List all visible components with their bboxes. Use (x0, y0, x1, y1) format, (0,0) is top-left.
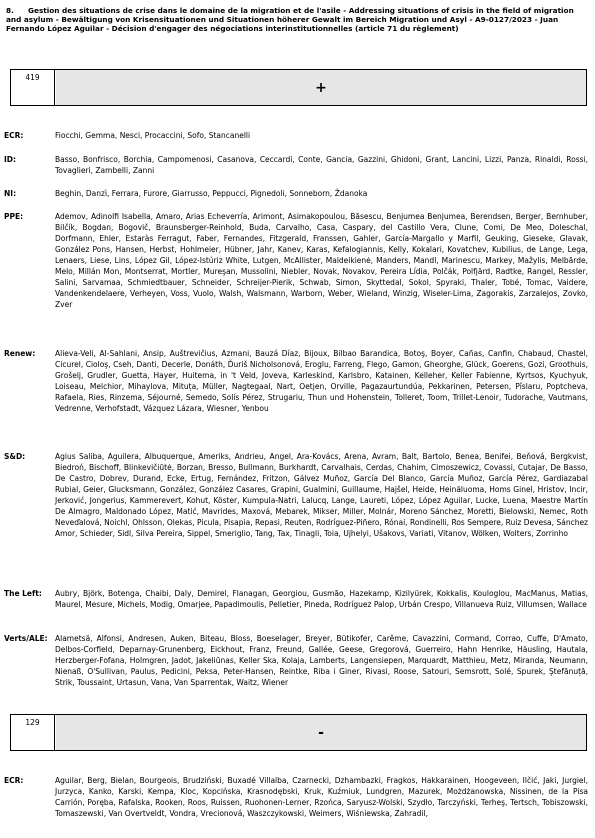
group-label: Verts/ALE: (4, 634, 48, 643)
group-members: Ademov, Adinolfi Isabella, Amaro, Arias Echeverría, Arimont, Asimakopoulou, Băsescu, Benjumea Benjumea, Berendsen, Berger, Bernhuber, Bilčík, Bogdan, Bogovič, Braunsberger-Reinhold, Buda, Carvalho, Casa, Caspary, del Castillo Vera, Clune, Comi, De Meo, Doleschal, Dorfmann, Ehler, Estaràs Ferragut, Faber, Fernandes, Fitzgerald, Franssen, Gahler, García-Margallo y Marfil, Geuking, Gieseke, Glavak, González Pons, Hansen, Herbst, Hohlmeier, Hübner, Jahr, Kanev, Karas, Kefalogiannis, Kelly, Kokalari, Kovatchev, Kubilius, de Lange, Lega, Lenaers, Liese, Lins, López Gil, López-Istúriz White, Lutgen, McAllister, Maldeikienė, Manders, Mandl, Marinescu, Markey, Mažylis, Melbārde, Melo, Millán Mon, Montserrat, Mortler, Mureşan, Mussolini, Niebler, Novak, Novakov, Pereira Lídia, Polčák, Polfjärd, Radtke, Rangel, Ressler, Salini, Sarvamaa, Schmiedtbauer, Schneider, Schreijer-Pierik, Schwab, Simon, Skyttedal, Sokol, Spyraki, Thaler, Tobé, Tomac, Vaidere, Vandenkendelaere, Verheyen, Voss, Vuolo, Walsh, Walsmann, Warborn, Weber, Wieland, Winzig, Wiseler-Lima, Zagorakis, Zarzalejos, Zovko, Zver (55, 212, 588, 309)
for-vote-count: 419 (11, 70, 55, 105)
group-members: Aubry, Björk, Botenga, Chaibi, Daly, Demirel, Flanagan, Georgiou, Gusmão, Hazekamp, Kizilyürek, Kokkalis, Kouloglou, MacManus, Matias, Maurel, Mesure, Michels, Modig, Omarjee, Papadimoulis, Pelletier, Pineda, Rodríguez Palop, Urbán Crespo, Villanueva Ruiz, Villumsen, Wallace (55, 589, 588, 609)
group-members: Agius Saliba, Aguilera, Albuquerque, Ameriks, Andrieu, Angel, Ara-Kovács, Arena, Avram, Balt, Bartolo, Benea, Benifei, Beňová, Bergkvist, Biedroń, Bischoff, Blinkevičiūtė, Borzan, Bresso, Bullmann, Burkhardt, Carvalhais, Cerdas, Chahim, Cimoszewicz, Covassi, Cutajar, De Basso, De Castro, Dobrev, Durand, Ecke, Ertug, Fernández, Fritzon, Gálvez Muñoz, García Del Blanco, García Muñoz, García Pérez, Gardiazabal Rubial, Geier, Glucksmann, González, González Casares, Grapini, Gualmini, Guillaume, Hajšel, Heide, Heinäluoma, Homs Ginel, Hristov, Incir, Jerković, Jongerius, Kammerevert, Kohut, Köster, Kumpula-Natri, Lalucq, Lange, Laureti, López, López Aguilar, Lucke, Luena, Maestre Martín De Almagro, Maldonado López, Matić, Mavrides, Maxová, Mebarek, Mikser, Miller, Molnár, Moreno Sánchez, Moretti, Bielowski, Nemec, Roth Neveďalová, Noichl, Ohlsson, Olekas, Picula, Pisapia, Repasi, Reuten, Rodríguez-Piñero, Rónai, Rondinelli, Ros Sempere, Ruiz Devesa, Sánchez Amor, Schieder, Sidl, Silva Pereira, Sippel, Smeriglio, Tang, Tax, Tinagli, Toia, Ujhelyi, Ušakovs, Variati, Vitanov, Wölken, Wolters, Zorrinho (55, 452, 588, 538)
group-members: Basso, Bonfrisco, Borchia, Campomenosi, Casanova, Ceccardi, Conte, Gancia, Gazzini, Ghidoni, Grant, Lancini, Lizzi, Panza, Rinaldi, Rossi, Tovaglieri, Zambelli, Zanni (55, 155, 588, 175)
against-vote-count: 129 (11, 715, 55, 750)
vote-heading (6, 6, 590, 33)
group-row-sd (4, 451, 588, 539)
group-label: The Left: (4, 589, 42, 598)
against-vote-sign: - (56, 715, 586, 750)
group-label: NI: (4, 189, 17, 198)
group-label: ECR: (4, 131, 24, 140)
group-label: ECR: (4, 776, 24, 785)
for-vote-box (10, 69, 587, 106)
for-vote-sign: + (56, 70, 586, 105)
group-label: Renew: (4, 349, 36, 358)
group-row-ni (4, 188, 588, 199)
group-label: ID: (4, 155, 17, 164)
group-row-ecr-against (4, 775, 588, 819)
group-row-ppe (4, 211, 588, 310)
group-members: Alametsä, Alfonsi, Andresen, Auken, Biteau, Bloss, Boeselager, Breyer, Bütikofer, Carême, Cavazzini, Cormand, Corrao, Cuffe, D'Amato, Delbos-Corfield, Deparnay-Grunenberg, Eickhout, Franz, Freund, Gallée, Geese, Gregorová, Guerreiro, Hahn Henrike, Häusling, Hautala, Herzberger-Fofana, Holmgren, Jadot, Jakeliūnas, Keller Ska, Kolaja, Lamberts, Langensiepen, Marquardt, Matthieu, Metz, Miranda, Neumann, Nienaß, O'Sullivan, Paulus, Pedicini, Peksa, Peter-Hansen, Reintke, Riba i Giner, Rivasi, Roose, Satouri, Semsrott, Solé, Spurek, Ştefănuță, Strik, Toussaint, Urtasun, Vana, Van Sparrentak, Waitz, Wiener (55, 634, 588, 687)
group-row-the-left (4, 588, 588, 610)
against-vote-box (10, 714, 587, 751)
group-row-verts-ale (4, 633, 588, 688)
group-members: Beghin, Danzì, Ferrara, Furore, Giarrusso, Peppucci, Pignedoli, Sonneborn, Ždanoka (55, 189, 368, 198)
vote-title: Gestion des situations de crise dans le domaine de la migration et de l'asile - Addressing situations of crisis in the field of migration and asylum - Bewältigung von Krisensituationen und Situationen höherer Gewalt im Bereich Migration und Asyl - A9-0127/2023 - Juan Fernando López Aguilar - Décision d'engager des négociations interinstitutionnelles (article 71 du règlement) (6, 6, 574, 34)
group-row-id (4, 154, 588, 176)
group-members: Fiocchi, Gemma, Nesci, Procaccini, Sofo, Stancanelli (55, 131, 251, 140)
group-row-ecr-for (4, 130, 588, 141)
vote-number: 8. (6, 6, 14, 15)
group-members: Alieva-Veli, Al-Sahlani, Ansip, Auštrevičius, Azmani, Bauzá Díaz, Bijoux, Bilbao Barandica, Botoş, Boyer, Cañas, Canfin, Chabaud, Chastel, Cicurel, Cioloş, Cseh, Danti, Decerle, Donáth, Ďuriš Nicholsonová, Eroglu, Farreng, Flego, Gamon, Gheorghe, Glück, Goerens, Gozi, Groothuis, Grošelj, Grudler, Guetta, Hayer, Huitema, in 't Veld, Joveva, Karleskind, Karlsbro, Katainen, Kelleher, Keller Fabienne, Kyrtsos, Kyuchyuk, Loiseau, Melchior, Mihaylova, Mituța, Müller, Nagtegaal, Nart, Oetjen, Orville, Pagazaurtundúa, Pekkarinen, Petersen, Pîslaru, Poptcheva, Rafaela, Ries, Rinzema, Séjourné, Semedo, Solís Pérez, Strugariu, Thun und Hohenstein, Tolleret, Toom, Trillet-Lenoir, Tudorache, Vautmans, Vedrenne, Verhofstadt, Vázquez Lázara, Wiesner, Yenbou (55, 349, 588, 413)
group-label: S&D: (4, 452, 26, 461)
group-members: Aguilar, Berg, Bielan, Bourgeois, Brudziński, Buxadé Villalba, Czarnecki, Dzhambazki, Fragkos, Hakkarainen, Hoogeveen, Ilčić, Jaki, Jurgiel, Jurzyca, Kanko, Karski, Kempa, Kloc, Kopcińska, Krasnodębski, Kruk, Kuźmiuk, Lundgren, Mazurek, Możdżanowska, Nissinen, de la Pisa Carrión, Poręba, Rafalska, Rooken, Roos, Ruissen, Ruohonen-Lerner, Rzońca, Saryusz-Wolski, Szydło, Tarczyński, Terheş, Tertsch, Tobiszowski, Tomaszewski, Van Overtveldt, Vondra, Vrecionová, Waszczykowski, Weimers, Wiśniewska, Zahradil, (55, 776, 588, 818)
group-label: PPE: (4, 212, 24, 221)
group-row-renew (4, 348, 588, 414)
